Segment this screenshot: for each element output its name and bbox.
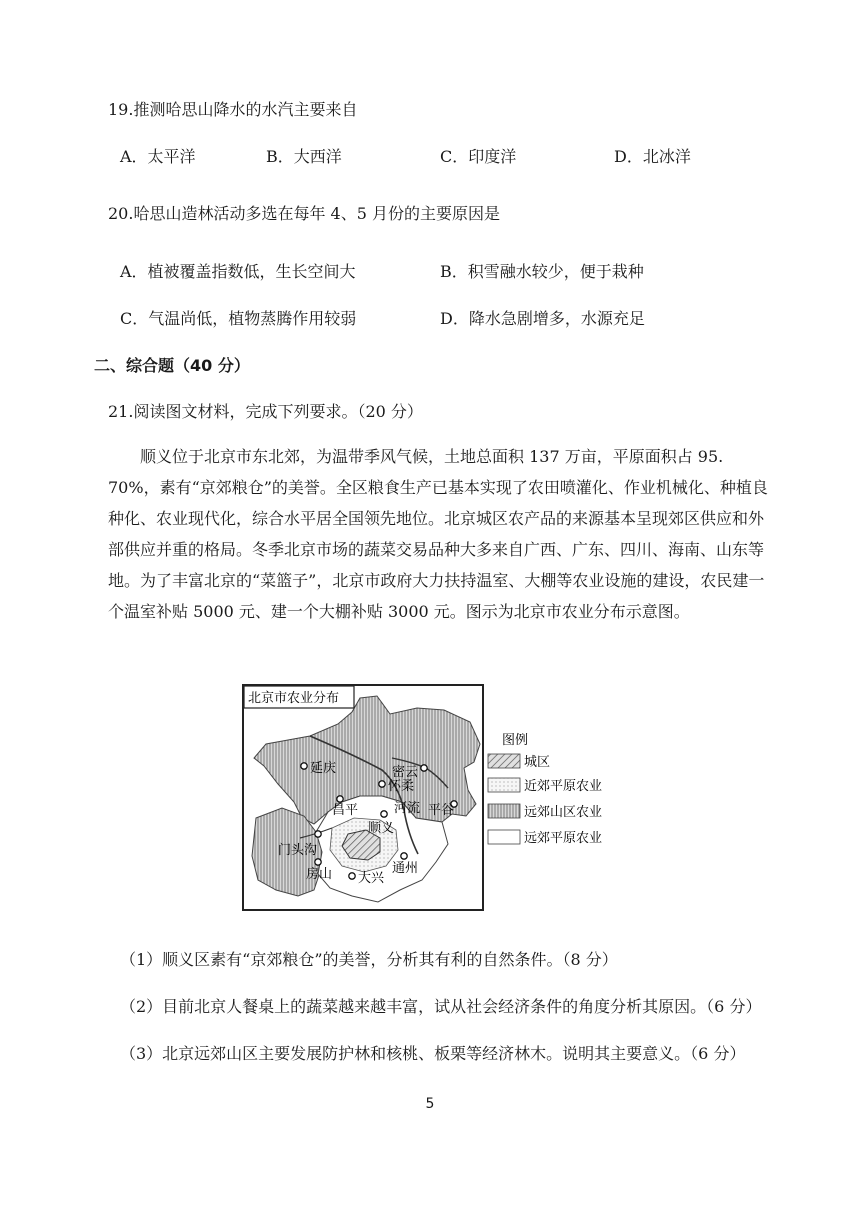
q21-stem: 21.阅读图文材料，完成下列要求。（20 分）	[108, 402, 423, 421]
q20-option-b: B．积雪融水较少，便于栽种	[440, 262, 644, 281]
section-title: 二、综合题（40 分）	[94, 356, 250, 375]
legend-swatch-urban	[488, 754, 520, 768]
q19-stem: 19.推测哈思山降水的水汽主要来自	[108, 100, 358, 119]
place-label-pinggu: 平谷	[428, 803, 455, 818]
place-label-yanqing: 延庆	[310, 761, 337, 776]
legend-swatch-near-plain	[488, 778, 520, 792]
place-label-miyun: 密云	[392, 765, 419, 780]
q20-option-c: C．气温尚低，植物蒸腾作用较弱	[120, 309, 357, 328]
q20-option-d: D．降水急剧增多，水源充足	[440, 309, 645, 328]
place-label-shunyi: 顺义	[368, 821, 395, 836]
q19-option-c: C．印度洋	[440, 147, 517, 166]
place-label-river: 河流	[394, 801, 421, 816]
legend-label-near-plain: 近郊平原农业	[524, 779, 603, 794]
legend-label-remote-plain: 远郊平原农业	[524, 831, 603, 846]
q21-sub-2: （2）目前北京人餐桌上的蔬菜越来越丰富，试从社会经济条件的角度分析其原因。（6 分）	[120, 997, 762, 1016]
legend-swatch-mountain	[488, 804, 520, 818]
map-title: 北京市农业分布	[248, 691, 340, 706]
q19-option-d: D．北冰洋	[614, 147, 691, 166]
legend-label-mountain: 远郊山区农业	[524, 805, 603, 820]
legend-label-urban: 城区	[524, 755, 551, 770]
place-label-tongzhou: 通州	[392, 861, 419, 876]
place-label-huairou: 怀柔	[388, 779, 415, 794]
place-label-fangshan: 房山	[306, 867, 333, 882]
q21-sub-1: （1）顺义区素有“京郊粮仓”的美誉，分析其有利的自然条件。（8 分）	[120, 950, 618, 969]
page-number: 5	[425, 1096, 435, 1112]
legend-swatch-remote-plain	[488, 830, 520, 844]
q21-material-text: 顺义位于北京市东北郊，为温带季风气候，土地总面积 137 万亩，平原面积占 95. 70%，素有“京郊粮仓”的美誉。全区粮食生产已基本实现了农田喷灌化、作业机械化、种植良种化、农业现代化，综合水平居全国领先地位。北京城区农产品的来源基本呈现郊区供应和外部供应并重的格局。冬季北京市场的蔬菜交易品种大多来自广西、广东、四川、海南、山东等地。为了丰富北京的“菜篮子”，北京市政府大力扶持温室、大棚等农业设施的建设，农民建一个温室补贴 5000 元、建一个大棚补贴 3000 元。图示为北京市农业分布示意图。	[108, 447, 768, 621]
q20-stem: 20.哈思山造林活动多选在每年 4、5 月份的主要原因是	[108, 204, 500, 223]
place-label-mentougou: 门头沟	[278, 843, 318, 858]
q19-option-b: B．大西洋	[266, 147, 342, 166]
legend-title: 图例	[502, 733, 529, 748]
q21-material	[108, 441, 768, 627]
q20-option-a: A．植被覆盖指数低，生长空间大	[120, 262, 356, 281]
place-label-daxing: 大兴	[358, 871, 385, 886]
beijing-agriculture-map	[242, 684, 614, 912]
place-label-changping: 昌平	[332, 803, 359, 818]
q19-option-a: A．太平洋	[120, 147, 196, 166]
q21-sub-3: （3）北京远郊山区主要发展防护林和核桃、板栗等经济林木。说明其主要意义。（6 分）	[120, 1044, 746, 1063]
